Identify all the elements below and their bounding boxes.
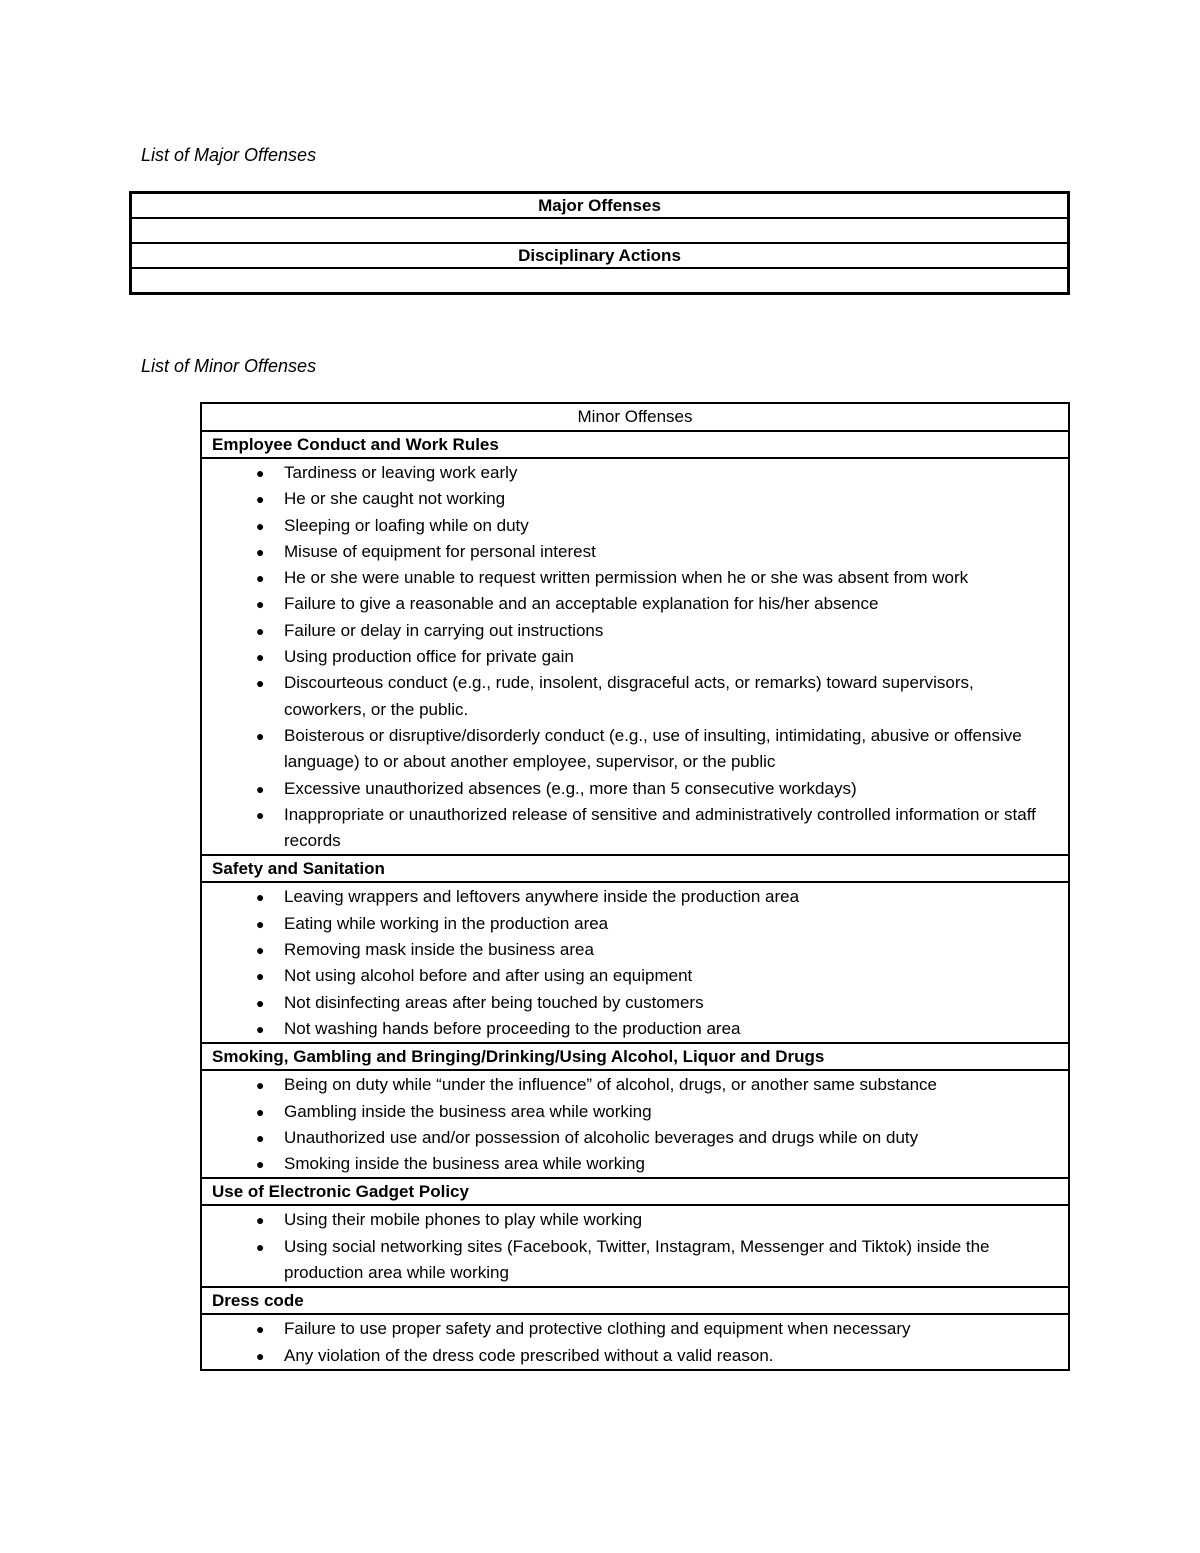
list-item: [256, 670, 1048, 723]
bullet-icon: ●: [256, 675, 265, 692]
list-item: [256, 618, 1048, 644]
bullet-icon: ●: [256, 1347, 265, 1364]
category-items-cell: [201, 458, 1069, 855]
bullet-icon: ●: [256, 1156, 265, 1173]
list-item-text: Smoking inside the business area while working: [284, 1154, 645, 1174]
bullet-icon: ●: [256, 517, 265, 534]
list-item-text: Inappropriate or unauthorized release of sensitive and administratively controlled information or staff records: [284, 804, 1036, 851]
list-item-text: Tardiness or leaving work early: [284, 463, 518, 482]
list-item: [256, 990, 1048, 1016]
offense-list: [202, 883, 1058, 1042]
table-row: [201, 431, 1069, 458]
list-item-text: Leaving wrappers and leftovers anywhere inside the production area: [284, 887, 800, 907]
list-item: [256, 513, 1048, 539]
table-row: [201, 403, 1069, 431]
table-row: [201, 458, 1069, 855]
category-items-cell: [201, 882, 1069, 1043]
list-item: [256, 1207, 1048, 1233]
list-item-text: Failure to use proper safety and protective clothing and equipment when necessary: [284, 1319, 911, 1339]
list-item: [256, 723, 1048, 776]
bullet-icon: ●: [256, 780, 265, 797]
list-item: [256, 486, 1048, 512]
list-item: [256, 591, 1048, 617]
list-item: [256, 1316, 1048, 1342]
major-offenses-table: [129, 191, 1070, 295]
list-item: [256, 539, 1048, 565]
list-item: [256, 937, 1048, 963]
list-item-text: Discourteous conduct (e.g., rude, insolent, disgraceful acts, or remarks) toward supervisors, coworkers, or the public.: [284, 673, 974, 719]
bullet-icon: ●: [256, 1212, 265, 1229]
bullet-icon: ●: [256, 889, 265, 906]
table-row: [131, 193, 1069, 219]
category-title: Safety and Sanitation: [201, 855, 1069, 882]
bullet-icon: ●: [256, 465, 265, 481]
table-row: [201, 1287, 1069, 1314]
list-item-text: Eating while working in the production area: [284, 913, 609, 933]
list-item: [256, 963, 1048, 989]
list-item-text: Failure or delay in carrying out instructions: [284, 620, 604, 640]
list-item-text: Not disinfecting areas after being touched by customers: [284, 992, 704, 1012]
list-item-text: Not using alcohol before and after using an equipment: [284, 966, 693, 986]
list-item: [256, 776, 1048, 802]
list-item-text: Removing mask inside the business area: [284, 940, 594, 960]
table-row: [131, 243, 1069, 268]
bullet-icon: ●: [256, 915, 265, 932]
category-items-cell: [201, 1314, 1069, 1370]
list-item: [256, 1099, 1048, 1125]
bullet-icon: ●: [256, 727, 265, 744]
list-item-text: Boisterous or disruptive/disorderly conduct (e.g., use of insulting, intimidating, abusive or offensive language) to or about another employee, supervisor, or the public: [284, 725, 1022, 772]
list-item-text: Using production office for private gain: [284, 647, 574, 667]
bullet-icon: ●: [256, 649, 265, 666]
bullet-icon: ●: [256, 994, 265, 1011]
table-row: [201, 882, 1069, 1043]
major-offenses-header: Major Offenses: [131, 193, 1069, 219]
list-item-text: He or she caught not working: [284, 489, 506, 509]
table-row: [201, 855, 1069, 882]
offense-list: [202, 459, 1058, 854]
list-item: [256, 1072, 1048, 1098]
major-offenses-empty-cell: [131, 218, 1069, 243]
list-item: [256, 1016, 1048, 1042]
category-title: Dress code: [201, 1287, 1069, 1314]
disciplinary-actions-empty-cell: [131, 268, 1069, 294]
bullet-icon: ●: [256, 491, 265, 508]
list-item-text: Gambling inside the business area while working: [284, 1101, 652, 1121]
list-item: [256, 1343, 1048, 1369]
list-item-text: Failure to give a reasonable and an acceptable explanation for his/her absence: [284, 594, 879, 614]
bullet-icon: ●: [256, 570, 265, 587]
list-item: [256, 644, 1048, 670]
category-title: Smoking, Gambling and Bringing/Drinking/Using Alcohol, Liquor and Drugs: [201, 1043, 1069, 1070]
major-offenses-heading: List of Major Offenses: [141, 145, 317, 165]
bullet-icon: ●: [256, 1103, 265, 1120]
bullet-icon: ●: [256, 806, 265, 823]
bullet-icon: ●: [256, 596, 265, 613]
bullet-icon: ●: [256, 942, 265, 959]
bullet-icon: ●: [256, 968, 265, 985]
table-row: [131, 218, 1069, 243]
list-item-text: Being on duty while “under the influence” of alcohol, drugs, or another same substance: [284, 1075, 938, 1095]
list-item-text: Misuse of equipment for personal interest: [284, 541, 596, 561]
offense-list: [202, 1071, 1058, 1177]
bullet-icon: ●: [256, 1129, 265, 1146]
offense-list: [202, 1315, 1058, 1369]
list-item-text: Not washing hands before proceeding to the production area: [284, 1018, 741, 1038]
bullet-icon: ●: [256, 1077, 265, 1094]
category-items-cell: [201, 1205, 1069, 1287]
list-item: [256, 884, 1048, 910]
list-item: [256, 565, 1048, 591]
list-item: [256, 911, 1048, 937]
list-item: [256, 1125, 1048, 1151]
table-row: [131, 268, 1069, 294]
bullet-icon: ●: [256, 1238, 265, 1255]
bullet-icon: ●: [256, 1321, 265, 1338]
list-item: [256, 802, 1048, 855]
minor-offenses-header: Minor Offenses: [201, 403, 1069, 431]
list-item: [256, 1151, 1048, 1177]
list-item-text: Excessive unauthorized absences (e.g., more than 5 consecutive workdays): [284, 778, 857, 798]
offense-list: [202, 1206, 1058, 1286]
table-row: [201, 1070, 1069, 1178]
minor-offenses-table: [200, 402, 1070, 1371]
disciplinary-actions-header: Disciplinary Actions: [131, 243, 1069, 268]
minor-offenses-heading: List of Minor Offenses: [141, 356, 317, 376]
bullet-icon: ●: [256, 543, 265, 560]
table-row: [201, 1205, 1069, 1287]
list-item-text: Sleeping or loafing while on duty: [284, 515, 529, 535]
list-item-text: Using social networking sites (Facebook, Twitter, Instagram, Messenger and Tiktok) inside the production area while working: [284, 1236, 990, 1283]
list-item-text: Unauthorized use and/or possession of alcoholic beverages and drugs while on duty: [284, 1127, 919, 1147]
bullet-icon: ●: [256, 1020, 265, 1037]
list-item: [256, 460, 1048, 486]
table-row: [201, 1043, 1069, 1070]
list-item: [256, 1234, 1048, 1287]
list-item-text: Any violation of the dress code prescribed without a valid reason.: [284, 1345, 774, 1365]
list-item-text: He or she were unable to request written permission when he or she was absent from work: [284, 568, 969, 588]
table-row: [201, 1178, 1069, 1205]
table-row: [201, 1314, 1069, 1370]
bullet-icon: ●: [256, 622, 265, 639]
category-title: Employee Conduct and Work Rules: [201, 431, 1069, 458]
category-items-cell: [201, 1070, 1069, 1178]
list-item-text: Using their mobile phones to play while working: [284, 1210, 643, 1230]
category-title: Use of Electronic Gadget Policy: [201, 1178, 1069, 1205]
